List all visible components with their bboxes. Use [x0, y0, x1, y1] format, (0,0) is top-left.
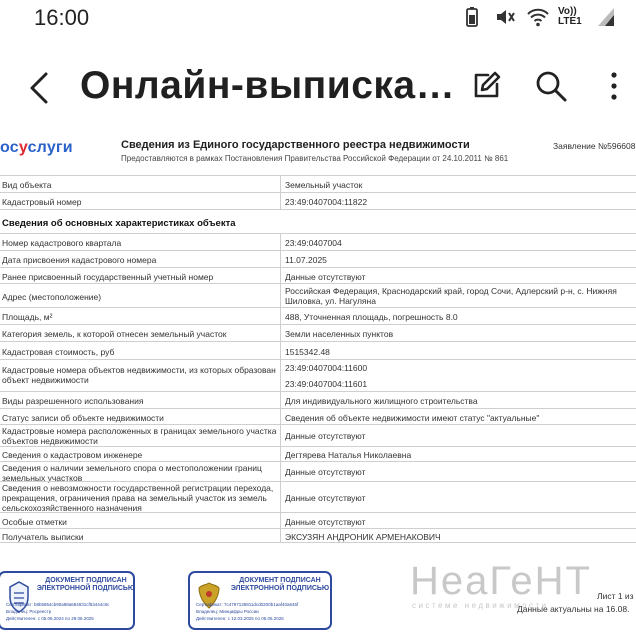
- row-value: Дегтярева Наталья Николаевна: [285, 450, 412, 460]
- edit-icon[interactable]: [468, 68, 504, 104]
- status-time: 16:00: [34, 5, 90, 30]
- row-value: ЭКСУЗЯН АНДРОНИК АРМЕНАКОВИЧ: [285, 532, 441, 542]
- row-label: Статус записи об объекте недвижимости: [2, 413, 164, 423]
- logo-text-suffix: слуги: [27, 139, 73, 156]
- stamp-valid: Действителен: с 12.03.2025 по 05.06.2026: [196, 616, 284, 621]
- gosuslugi-logo: [0, 139, 73, 157]
- stamp-cert: Сертификат: 7c4797136811dcd0200b1aaf40a645f: [196, 602, 299, 607]
- table-row: [0, 307, 636, 324]
- row-value: Российская Федерация, Краснодарский край, город Сочи, Адлерский р-н, с. Нижняя Шиловка, ул. Нагуляна: [285, 286, 617, 306]
- data-actual-date: Данные актуальны на 16.08.: [517, 604, 630, 614]
- table-row: [0, 359, 636, 391]
- table-row: [0, 512, 636, 528]
- section-title: Сведения об основных характеристиках объекта: [2, 218, 236, 229]
- row-value: Данные отсутствуют: [285, 517, 366, 527]
- table-row: [0, 391, 636, 408]
- row-label: Площадь, м²: [2, 312, 53, 322]
- row-value: 23:49:0407004:11600: [285, 363, 368, 373]
- stamp-title: ДОКУМЕНТ ПОДПИСАН ЭЛЕКТРОННОЙ ПОДПИСЬЮ: [230, 577, 330, 592]
- document-subtitle: Предоставляются в рамках Постановления Правительства Российской Федерации от 24.10.2011 № 861: [121, 154, 509, 163]
- table-row: [0, 528, 636, 543]
- row-value: Данные отсутствуют: [285, 467, 366, 477]
- stamp-owner: Владелец: Росреестр: [6, 609, 52, 614]
- table-row: [0, 446, 636, 461]
- row-label: Адрес (местоположение): [2, 292, 102, 302]
- table-row: [0, 267, 636, 283]
- row-value: 488, Уточненная площадь, погрешность 8.0: [285, 312, 458, 322]
- row-label: Категория земель, к которой отнесен земельный участок: [2, 329, 227, 339]
- document-title: Сведения из Единого государственного реестра недвижимости: [121, 139, 470, 151]
- lte-label: LTE1: [558, 16, 582, 27]
- wifi-icon: [526, 6, 546, 28]
- row-label: Вид объекта: [2, 180, 52, 190]
- row-label: Кадастровый номер: [2, 197, 82, 207]
- table-row: [0, 283, 636, 307]
- app-bar: [0, 56, 636, 126]
- back-arrow-icon[interactable]: [24, 68, 54, 108]
- row-value: 23:49:0407004: [285, 238, 342, 248]
- row-label: Сведения о кадастровом инженере: [2, 450, 143, 460]
- row-value: Данные отсутствуют: [285, 272, 366, 282]
- row-value: 11.07.2025: [285, 255, 327, 265]
- table-row: [0, 481, 636, 512]
- row-label: Получатель выписки: [2, 532, 84, 542]
- stamp-title: ДОКУМЕНТ ПОДПИСАН ЭЛЕКТРОННОЙ ПОДПИСЬЮ: [36, 577, 136, 592]
- row-label: Кадастровые номера объектов недвижимости, из которых образован объект недвижимости: [2, 365, 276, 385]
- table-row: [0, 233, 636, 250]
- status-bar: [0, 0, 636, 40]
- stamp-cert: Сертификат: b8b5854cb90a88a684931cf53444c8c: [6, 602, 110, 607]
- table-row: [0, 461, 636, 481]
- row-value: 23:49:0407004:11822: [285, 197, 368, 207]
- stamp-valid: Действителен: с 05.06.2024 по 29.08.2025: [6, 616, 94, 621]
- section-row: [0, 209, 636, 233]
- mute-icon: [494, 6, 514, 28]
- watermark: НеаГеНТ: [410, 559, 592, 603]
- row-label: Кадастровые номера расположенных в границах земельного участка объектов недвижимости: [2, 426, 277, 446]
- row-label: Ранее присвоенный государственный учетный номер: [2, 272, 214, 282]
- row-label: Сведения о невозможности государственной регистрации перехода, прекращения, ограничения права на земельный участок из земель сельскохозяйственного назначения: [2, 483, 274, 513]
- search-icon[interactable]: [533, 68, 569, 104]
- row-label: Виды разрешенного использования: [2, 396, 144, 406]
- sheet-number: Лист 1 из: [597, 591, 634, 601]
- table-row: [0, 341, 636, 359]
- row-value: 1515342.48: [285, 347, 330, 357]
- stamp-owner: Владелец: Минцифры России: [196, 609, 259, 614]
- logo-text-accent: у: [18, 139, 28, 156]
- battery-saver-icon: [462, 6, 482, 28]
- row-value: Данные отсутствуют: [285, 493, 366, 503]
- row-label: Сведения о наличии земельного спора о местоположении границ земельных участков: [2, 463, 262, 483]
- network-type-label: [558, 7, 584, 27]
- row-label: Дата присвоения кадастрового номера: [2, 255, 157, 265]
- volte-label: Vo)): [558, 6, 577, 17]
- document-view[interactable]: [0, 131, 636, 636]
- table-row: [0, 324, 636, 341]
- row-value: Сведения об объекте недвижимости имеют статус "актуальные": [285, 413, 540, 423]
- logo-text-prefix: ос: [0, 139, 19, 156]
- row-value: Для индивидуального жилищного строительства: [285, 396, 478, 406]
- row-value: Земельный участок: [285, 180, 363, 190]
- signature-stamp-rosreestr: [0, 571, 135, 630]
- row-label: Номер кадастрового квартала: [2, 238, 122, 248]
- row-label: Особые отметки: [2, 517, 67, 527]
- signature-stamp-mintsifry: [188, 571, 332, 630]
- row-value: Данные отсутствуют: [285, 431, 366, 441]
- more-icon[interactable]: [596, 68, 632, 104]
- application-number: Заявление №596608: [553, 141, 636, 151]
- row-value: Земли населенных пунктов: [285, 329, 394, 339]
- table-row: [0, 250, 636, 267]
- row-value-secondary: 23:49:0407004:11601: [285, 379, 368, 389]
- page-title: Онлайн-выписка…: [80, 64, 456, 107]
- signal-icon: [596, 6, 616, 28]
- table-row: [0, 408, 636, 424]
- table-row: [0, 175, 636, 192]
- watermark-subtitle: системе недвижимости: [412, 601, 549, 610]
- table-row: [0, 424, 636, 446]
- row-label: Кадастровая стоимость, руб: [2, 347, 115, 357]
- table-row: [0, 192, 636, 209]
